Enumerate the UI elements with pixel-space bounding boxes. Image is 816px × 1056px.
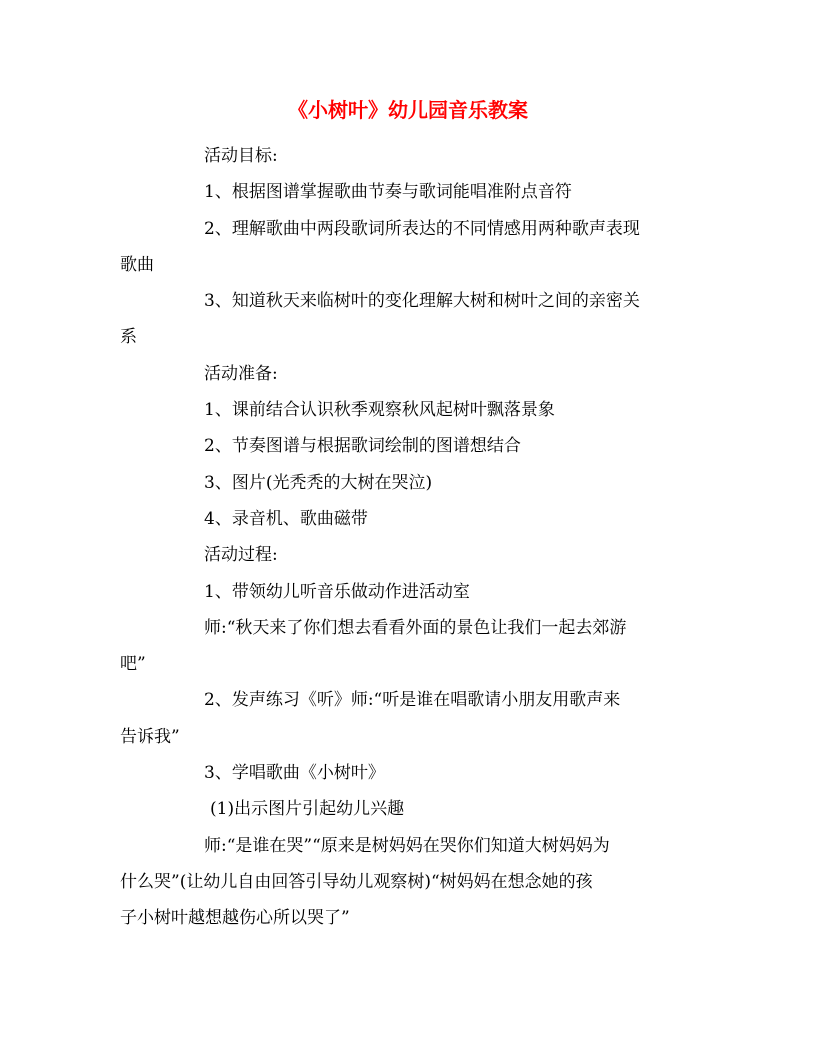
section-heading-goals: 活动目标: (204, 146, 278, 166)
section-heading-preparation: 活动准备: (204, 363, 278, 384)
paragraph-line: 师:“秋天来了你们想去看看外面的景色让我们一起去郊游 (204, 617, 627, 638)
paragraph-continuation: 吧” (120, 654, 146, 675)
document-title: 《小树叶》幼儿园音乐教案 (288, 98, 528, 122)
sub-item-line: (1)出示图片引起幼儿兴趣 (210, 799, 405, 820)
section-heading-process: 活动过程: (204, 545, 278, 566)
paragraph-line: 1、带领幼儿听音乐做动作进活动室 (204, 581, 470, 602)
document-body (120, 138, 695, 937)
paragraph-line: 2、发声练习《听》师:“听是谁在唱歌请小朋友用歌声来 (204, 690, 621, 711)
paragraph-line: 4、录音机、歌曲磁带 (204, 508, 368, 529)
paragraph-continuation: 子小树叶越想越伤心所以哭了” (120, 908, 350, 929)
paragraph-continuation: 什么哭”(让幼儿自由回答引导幼儿观察树)“树妈妈在想念她的孩 (120, 871, 593, 892)
paragraph-line: 2、节奏图谱与根据歌词绘制的图谱想结合 (204, 436, 521, 457)
paragraph-line: 2、理解歌曲中两段歌词所表达的不同情感用两种歌声表现 (204, 218, 640, 239)
paragraph-line: 3、图片(光秃秃的大树在哭泣) (204, 472, 433, 493)
paragraph-continuation: 歌曲 (120, 254, 154, 275)
paragraph-line: 3、学唱歌曲《小树叶》 (204, 763, 385, 784)
paragraph-line: 师:“是谁在哭”“原来是树妈妈在哭你们知道大树妈妈为 (204, 835, 610, 856)
paragraph-continuation: 告诉我” (120, 726, 180, 747)
paragraph-line: 1、课前结合认识秋季观察秋风起树叶飘落景象 (204, 400, 555, 421)
paragraph-line: 1、根据图谱掌握歌曲节奏与歌词能唱准附点音符 (204, 182, 572, 203)
paragraph-line: 3、知道秋天来临树叶的变化理解大树和树叶之间的亲密关 (204, 291, 640, 312)
paragraph-continuation: 系 (120, 327, 137, 348)
